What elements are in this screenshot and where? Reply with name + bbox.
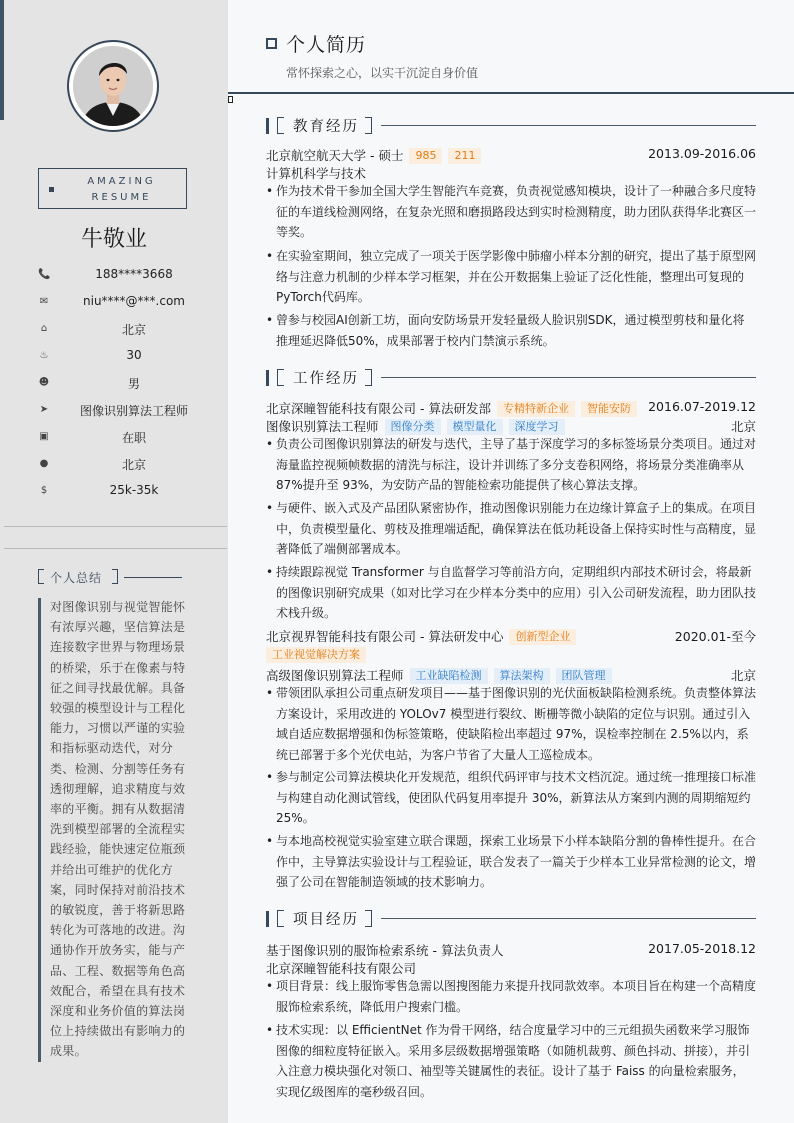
job1-city: 北京	[730, 419, 756, 434]
education-school-row	[266, 146, 756, 164]
job2-tag-row	[260, 647, 750, 665]
bracket-right	[365, 369, 372, 386]
job1-role-row	[266, 417, 756, 435]
list-item: • 作为技术骨干参加全国大学生智能汽车竞赛，负责视觉感知模块，设计了一种融合多尺度特征的车道线检测网络，在复杂光照和磨损路段达到实时检测精度，助力团队获得华北赛区一等奖。	[266, 184, 757, 239]
projects-heading	[266, 910, 756, 930]
education-heading	[266, 117, 756, 137]
info-status	[0, 429, 228, 449]
sidebar-divider-2	[4, 548, 227, 549]
city-value: 北京	[121, 458, 146, 472]
job2-role: 高级图像识别算法工程师	[266, 668, 404, 683]
info-phone	[0, 267, 228, 287]
school-name: 北京航空航天大学 - 硕士	[266, 148, 404, 163]
age-value: 30	[126, 348, 142, 362]
location-icon: ●	[39, 458, 49, 469]
gender-value: 男	[127, 377, 140, 391]
work-heading	[266, 369, 756, 389]
title-square-icon	[266, 38, 277, 49]
job2-company: 北京视界智能科技有限公司 - 算法研发中心	[266, 629, 504, 644]
tag-211: 211	[448, 148, 481, 164]
project-name-row	[266, 941, 756, 959]
list-item: • 与硬件、嵌入式及产品团队紧密协作，推动图像识别能力在边缘计算盒子上的集成。在项目中，负责模型量化、剪枝及推理端适配，确保算法在低功耗设备上保持实时性与高精度，显著降低了端侧部署成本。	[266, 501, 757, 556]
bracket-left	[277, 910, 284, 927]
job1-role-tag: 模型量化	[447, 419, 503, 435]
sidebar	[0, 0, 229, 1123]
amazing-resume-badge	[38, 168, 187, 209]
info-email	[0, 294, 228, 314]
info-age	[0, 348, 228, 368]
section-bar	[266, 370, 269, 386]
phone-value: 188****3668	[95, 267, 173, 281]
sidebar-edge-accent	[0, 0, 4, 120]
page-title: 个人简历	[286, 34, 367, 56]
info-salary	[0, 483, 228, 503]
bracket-left	[277, 117, 284, 134]
mail-icon: ✉	[39, 296, 49, 307]
section-bar	[266, 911, 269, 927]
hometown-value: 北京	[121, 323, 146, 337]
job1-company-tag: 专精特新企业	[497, 401, 575, 417]
job2-role-row	[266, 666, 756, 684]
job2-company-row	[266, 627, 756, 645]
section-line	[381, 125, 756, 126]
job1-company-row	[266, 399, 756, 417]
job1-role-tag: 图像分类	[385, 419, 441, 435]
list-item: • 参与制定公司算法模块化开发规范，组织代码评审与技术文档沉淀。通过统一推理接口标准与构建自动化测试管线，使团队代码复用率提升 30%，新算法从方案到内测的周期缩短约 25%。	[266, 770, 757, 825]
sidebar-divider-1	[4, 526, 227, 527]
cake-icon: ♨	[39, 350, 49, 361]
header-marker	[228, 96, 233, 103]
summary-accent-bar	[38, 598, 41, 1062]
education-major-row	[266, 164, 756, 182]
home-icon: ⌂	[40, 323, 48, 334]
job2-company-tag: 创新型企业	[509, 629, 576, 645]
salary-icon: $	[40, 485, 48, 496]
info-position	[0, 402, 228, 422]
list-item: • 在实验室期间，独立完成了一项关于医学影像中肺瘤小样本分割的研究，提出了基于原型网络与注意力机制的少样本学习框架，并在公开数据集上验证了泛化性能，整理出可复现的PyTorch代码库。	[266, 249, 757, 304]
summary-heading	[38, 569, 188, 585]
project-company-row	[266, 959, 756, 977]
bracket-right	[365, 910, 372, 927]
status-value: 在职	[121, 431, 146, 445]
section-title: 工作经历	[293, 371, 359, 387]
section-bar	[266, 118, 269, 134]
section-line	[381, 918, 756, 919]
list-item: • 项目背景：线上服饰零售急需以图搜图能力来提升找同款效率。本项目旨在构建一个高精度服饰检索系统，降低用户搜索门槛。	[266, 979, 757, 1014]
info-hometown	[0, 321, 228, 341]
list-item: • 曾参与校园AI创新工坊，面向安防场景开发轻量级人脸识别SDK，通过模型剪枝和量化将推理延迟降低50%，成果部署于校内门禁演示系统。	[266, 313, 745, 348]
summary-bracket-left	[38, 569, 44, 584]
info-gender	[0, 375, 228, 395]
list-item: • 带领团队承担公司重点研发项目——基于图像识别的光伏面板缺陷检测系统。负责整体算法方案设计，采用改进的 YOLOv7 模型进行裂纹、断栅等微小缺陷的定位与识别。通过引入域自适应数据增强和伪标签策略，使缺陷检出率超过 97%，误检率控制在 2.5%以内，系统已部署于多个光伏电站，为客户节省了大量人工巡检成本。	[266, 686, 757, 762]
job2-role-tag: 团队管理	[556, 668, 612, 684]
list-item: • 持续跟踪视觉 Transformer 与自监督学习等前沿方向，定期组织内部技术研讨会，将最新的图像识别研究成果（如对比学习在少样本分类中的应用）引入公司研发流程，助力团队技术栈升级。	[266, 565, 757, 620]
job1-role-tag: 深度学习	[509, 419, 565, 435]
list-item: • 负责公司图像识别算法的研发与迭代，主导了基于深度学习的多标签场景分类项目。通过对海量监控视频帧数据的清洗与标注，设计并训练了多分支卷积网络，将场景分类准确率从 87%提升至 93%，为安防产品的智能检索功能提供了核心算法支撑。	[266, 437, 757, 492]
badge-line-2: RESUME	[91, 192, 152, 203]
job2-company-tag: 工业视觉解决方案	[266, 647, 366, 663]
tag-985: 985	[409, 148, 442, 164]
job1-role: 图像识别算法工程师	[266, 419, 379, 434]
salary-value: 25k-35k	[109, 483, 159, 497]
info-city	[0, 456, 228, 476]
header-divider	[228, 92, 794, 94]
summary-bracket-right	[112, 569, 118, 584]
job1-company-tag: 智能安防	[581, 401, 637, 417]
list-item: • 技术实现：以 EfficientNet 作为骨干网络，结合度量学习中的三元组损失函数来学习服饰图像的细粒度特征嵌入。采用多层级数据增强策略（如随机裁剪、颜色抖动、拼接），并引入注意力模块强化对领口、袖型等关键属性的表征。设计了基于 Faiss 的向量检索服务，实现亿级图库的毫秒级召回。	[266, 1023, 751, 1099]
education-date: 2013.09-2016.06	[648, 146, 756, 161]
section-title: 教育经历	[293, 119, 359, 135]
job1-date: 2016.07-2019.12	[648, 399, 756, 414]
list-item: • 与本地高校视觉实验室建立联合课题，探索工业场景下小样本缺陷分割的鲁棒性提升。在合作中，主导算法实验设计与工程验证，联合发表了一篇关于少样本工业异常检测的论文，增强了公司在智能制造领域的技术影响力。	[266, 834, 757, 889]
avatar-photo	[73, 46, 153, 126]
motto: 常怀探索之心，以实干沉淀自身价值	[286, 66, 479, 80]
person-name: 牛敬业	[80, 227, 147, 252]
section-line	[381, 377, 756, 378]
bracket-right	[365, 117, 372, 134]
bracket-left	[277, 369, 284, 386]
send-icon: ➤	[39, 404, 49, 415]
job2-date: 2020.01-至今	[674, 629, 756, 644]
project-name: 基于图像识别的服饰检索系统 - 算法负责人	[266, 943, 504, 958]
major: 计算机科学与技术	[266, 166, 367, 181]
badge-square-icon	[49, 187, 54, 192]
summary-heading-line	[124, 577, 182, 578]
project-date: 2017.05-2018.12	[648, 941, 756, 956]
avatar	[73, 46, 153, 126]
summary-text: 对图像识别与视觉智能怀有浓厚兴趣，坚信算法是连接数字世界与物理场景的桥梁，乐于在像素与特征之间寻找最优解。具备较强的模型设计与工程化能力，习惯以严谨的实验和指标驱动迭代，对分类、检测、分割等任务有透彻理解，追求精度与效率的平衡。拥有从数据清洗到模型部署的全流程实践经验，能快速定位瓶颈并给出可维护的优化方案，同时保持对前沿技术的敏锐度，善于将新思路转化为可落地的改进。沟通协作开放务实，能与产品、工程、数据等角色高效配合，希望在具有技术深度和业务价值的算法岗位上持续做出有影响力的成果。	[50, 600, 186, 1059]
job2-city: 北京	[730, 668, 756, 683]
job1-company: 北京深瞳智能科技有限公司 - 算法研发部	[266, 401, 491, 416]
section-title: 项目经历	[293, 912, 359, 928]
job2-role-tag: 算法架构	[494, 668, 550, 684]
job2-role-tag: 工业缺陷检测	[410, 668, 488, 684]
badge-line-1: AMAZING	[87, 176, 156, 187]
avatar-frame	[67, 40, 159, 132]
briefcase-icon: ▣	[39, 431, 49, 442]
position-value: 图像识别算法工程师	[79, 404, 188, 418]
project-company: 北京深瞳智能科技有限公司	[266, 961, 417, 976]
email-value: niu****@***.com	[83, 294, 185, 308]
face-icon: ☻	[38, 377, 50, 388]
phone-icon: 📞	[38, 269, 51, 280]
summary-title: 个人总结	[50, 571, 103, 585]
